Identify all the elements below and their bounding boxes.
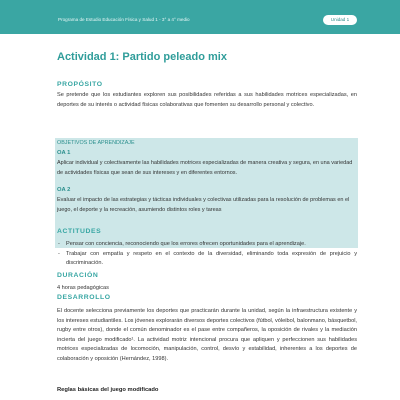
- oa1-text: Aplicar individual y colectivamente las habilidades motrices especializadas de manera creativa y segura, en una variedad de actividades físicas que sean de sus intereses y en diferentes entornos.: [57, 160, 353, 176]
- actitudes-heading: ACTITUDES: [57, 228, 102, 235]
- proposito-heading: PROPÓSITO: [57, 81, 103, 88]
- activity-title: Actividad 1: Partido peleado mix: [57, 51, 227, 63]
- unit-badge: Unidad 1: [323, 15, 357, 25]
- header-bar: [0, 0, 400, 34]
- desarrollo-heading: DESARROLLO: [57, 294, 111, 301]
- duracion-text: 4 horas pedagógicas: [57, 285, 109, 291]
- oa2-text: Evaluar el impacto de las estrategias y tácticas individuales y colectivas utilizadas para la resolución de problemas en el juego, el deporte y la recreación, asumiendo distintos roles y tareas: [57, 197, 350, 213]
- oa2-label: OA 2: [57, 187, 71, 193]
- reglas-subheading: Reglas básicas del juego modificado: [57, 387, 159, 393]
- list-item: - Pensar con conciencia, reconociendo que los errores ofrecen oportunidades para el aprendizaje.: [57, 240, 357, 250]
- list-item: - Trabajar con empatía y respeto en el contexto de la diversidad, eliminando toda expresión de prejuicio y discriminación.: [57, 250, 357, 269]
- objetivos-heading: OBJETIVOS DE APRENDIZAJE: [57, 140, 135, 146]
- duracion-heading: DURACIÓN: [57, 272, 99, 279]
- proposito-text: Se pretende que los estudiantes exploren sus posibilidades referidas a sus habilidades motrices especializadas, en deportes de su interés o actividad físicas colaborativas que fomenten su desarrollo personal y colectivo.: [57, 92, 357, 108]
- actitudes-list: [57, 240, 357, 269]
- desarrollo-text: El docente selecciona previamente los deportes que practicarán durante la unidad, según la infraestructura existente y los intereses estudiantiles. Los jóvenes explorarán diversos deportes colectivos (fútbol, vóleibol, balonmano, básquetbol, rugby entre otros), donde el común denominador es el pase entre compañeros, la oposición de rivales y la mediación incierta del juego modificado¹. La actividad motriz intencional procura que apliquen y perfeccionen sus habilidades motrices especializadas de locomoción, manipulación, control, desvío y estabilidad, inherentes a los deportes de colaboración y oposición (Hernández, 1998).: [57, 308, 357, 362]
- program-title: Programa de Estudio Educación Física y Salud 1 - 3° a 4° medio: [58, 17, 190, 22]
- oa1-label: OA 1: [57, 150, 71, 156]
